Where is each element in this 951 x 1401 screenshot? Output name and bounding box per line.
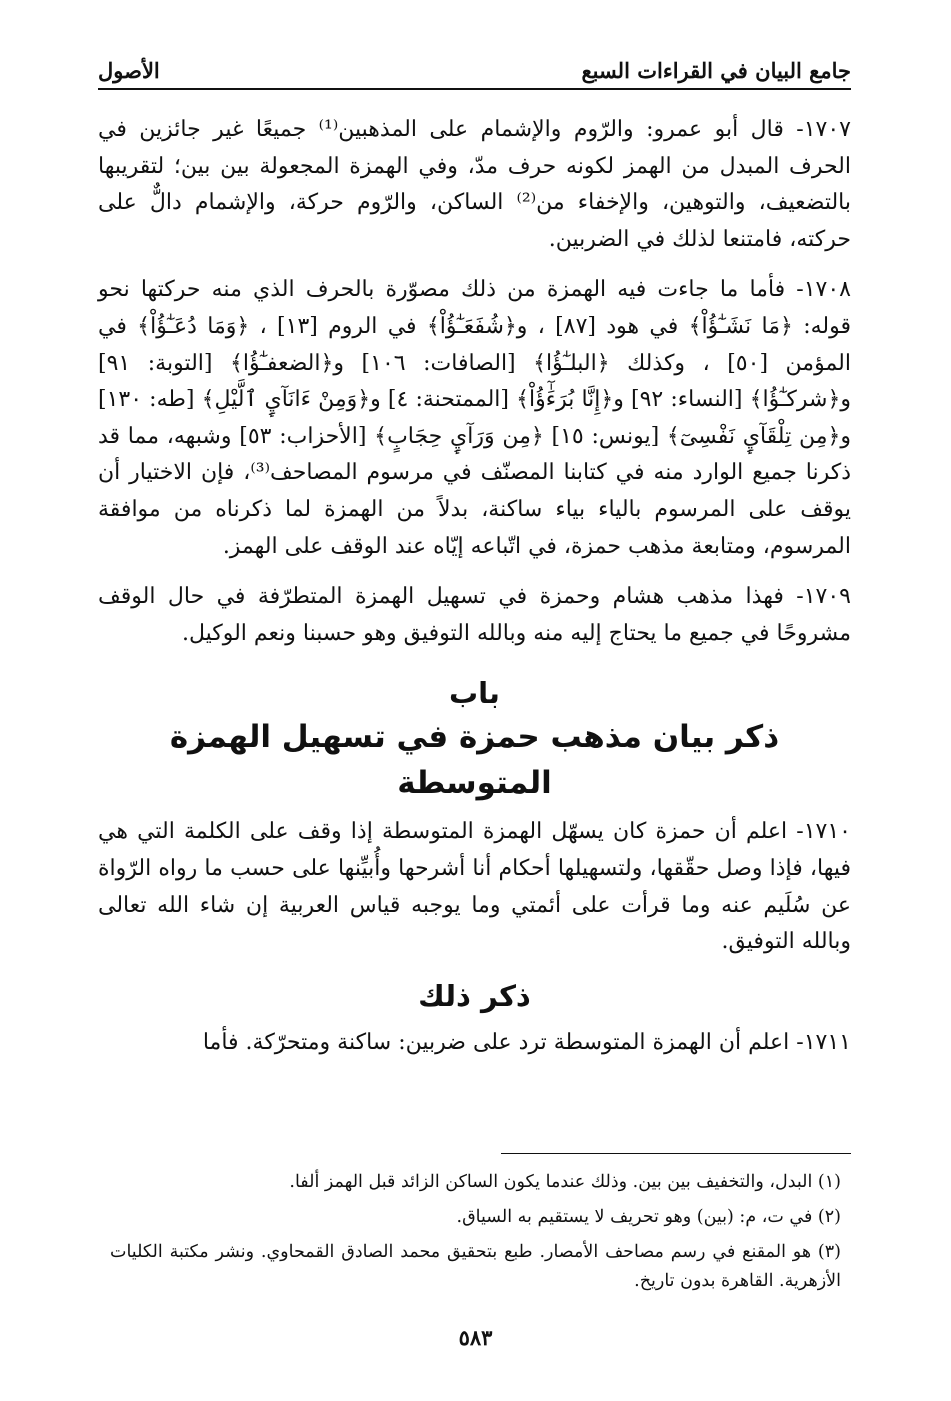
- paragraph-1709: ١٧٠٩- فهذا مذهب هشام وحمزة في تسهيل الهمزة المتطرّفة في حال الوقف مشروحًا في جميع ما يحتاج إليه منه وبالله التوفيق وهو حسبنا ونعم الوكيل.: [98, 584, 851, 646]
- footnote-1: (١) البدل، والتخفيف بين بين. وذلك عندما يكون الساكن الزائد قبل الهمز ألفا.: [289, 1172, 841, 1192]
- sub-heading: ذكر ذلك: [418, 978, 531, 1013]
- paragraph-1708: ١٧٠٨- فأما ما جاءت فيه الهمزة من ذلك مصوّرة بالحرف الذي منه حركتها نحو قوله: ﴿مَا نَشَـٰٓؤُاْ﴾ في هود [٨٧] ، و﴿شُفَعَـٰٓؤُاْ﴾ في الروم [١٣] ، ﴿وَمَا دُعَـٰٓؤُاْ﴾ في المؤمن [٥٠] ، وكذلك ﴿البلـٰٓؤُا﴾ [الصافات: ١٠٦] و﴿الضعفـٰٓؤُا﴾ [التوبة: ٩١] و﴿شركـٰٓؤُا﴾ [النساء: ٩٢] و﴿إِنَّا بُرَءَٰٓؤُاْ﴾ [الممتحنة: ٤] و﴿وَمِنْ ءَانَآيِٕ ٱلَّيْلِ﴾ [طه: ١٣٠] و﴿مِن تِلْقَآيِٕ نَفْسِىٓ﴾ [يونس: ١٥] ﴿مِن وَرَآيِٕ حِجَابٍ﴾ [الأحزاب: ٥٣] وشبهه، مما قد ذكرنا جميع الوارد منه في كتابنا المصنّف في مرسوم المصاحف⁽³⁾، فإن الاختيار أن يوقف على المرسوم بالياء بياء ساكنة، بدلاً من الهمزة لما ذكرناه من موافقة المرسوم، ومتابعة مذهب حمزة، في اتّباعه إيّاه عند الوقف على الهمز.: [98, 277, 852, 559]
- chapter-heading: [98, 672, 851, 806]
- paragraph-1711: ١٧١١- اعلم أن الهمزة المتوسطة ترد على ضربين: ساكنة ومتحرّكة. فأما: [202, 1029, 851, 1055]
- section-name: الأصول: [98, 58, 160, 83]
- running-header: [98, 52, 851, 86]
- footnotes: [110, 1168, 841, 1302]
- footnote-2: (٢) في ت، م: (بين) وهو تحريف لا يستقيم به السياق.: [456, 1207, 841, 1227]
- book-title: جامع البيان في القراءات السبع: [581, 58, 851, 83]
- paragraph-1707: ١٧٠٧- قال أبو عمرو: والرّوم والإشمام على المذهبين⁽¹⁾ جميعًا غير جائزين في الحرف المبدل من الهمز لكونه حرف مدّ، وفي الهمزة المجعولة بين بين؛ لتقريبها بالتضعيف، والتوهين، والإخفاء من⁽²⁾ الساكن، والرّوم حركة، والإشمام دالٌّ على حركته، فامتنعا لذلك في الضربين.: [98, 117, 851, 252]
- footnote-3: (٣) هو المقنع في رسم مصاحف الأمصار. طبع بتحقيق محمد الصادق القمحاوي. ونشر مكتبة الكليات الأزهرية. القاهرة بدون تاريخ.: [110, 1242, 841, 1291]
- page-number: ٥٨٣: [458, 1325, 493, 1350]
- paragraph-1710: ١٧١٠- اعلم أن حمزة كان يسهّل الهمزة المتوسطة إذا وقف على الكلمة التي هي فيها، فإذا وصل حقّقها، ولتسهيلها أحكام أنا أشرحها وأُبيِّنها على حسب ما رواه الرّواة عن سُلَيم عنه وما قرأت على أئمتي وما يوجبه قياس العربية إن شاء الله تعالى وبالله التوفيق.: [98, 819, 851, 955]
- bab-heading: باب: [449, 676, 500, 711]
- footnote-rule: [501, 1153, 851, 1154]
- main-text: [98, 112, 851, 1075]
- header-rule: [98, 88, 851, 90]
- chapter-title: ذكر بيان مذهب حمزة في تسهيل الهمزة المتوسطة: [169, 719, 780, 802]
